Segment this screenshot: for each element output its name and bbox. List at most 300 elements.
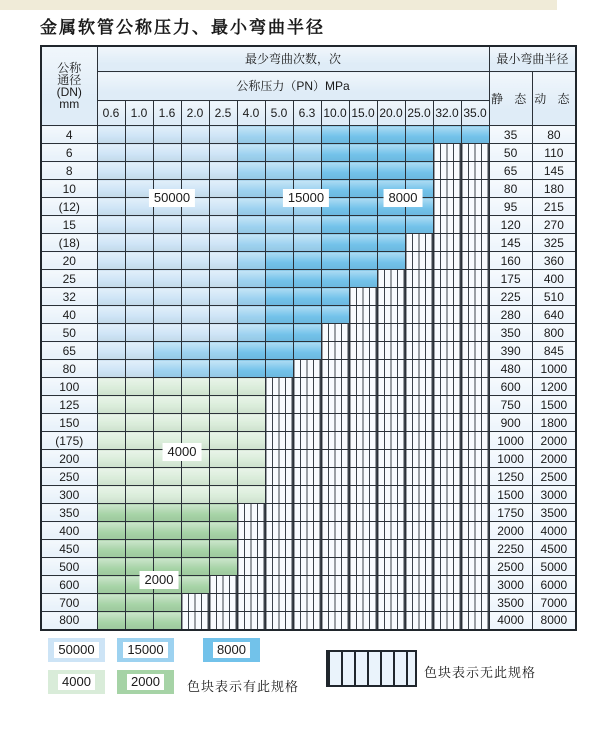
no-spec-hatch-cell — [461, 270, 489, 288]
spec-cell — [153, 612, 181, 630]
spec-cell — [405, 180, 433, 198]
spec-cell — [97, 576, 125, 594]
static-radius-cell: 480 — [489, 360, 532, 378]
spec-cell — [97, 144, 125, 162]
legend-swatch-50000 — [48, 638, 105, 662]
static-radius-cell: 3000 — [489, 576, 532, 594]
no-spec-hatch-cell — [377, 270, 405, 288]
dn-cell: 6 — [41, 144, 97, 162]
dn-cell: 40 — [41, 306, 97, 324]
spec-cell — [181, 216, 209, 234]
spec-cell — [97, 270, 125, 288]
spec-cell — [349, 234, 377, 252]
no-spec-hatch-cell — [461, 378, 489, 396]
no-spec-hatch-cell — [321, 432, 349, 450]
spec-cell — [153, 252, 181, 270]
dynamic-radius-cell: 2000 — [532, 432, 576, 450]
spec-cell — [97, 414, 125, 432]
no-spec-hatch-cell — [461, 558, 489, 576]
no-spec-hatch-cell — [377, 540, 405, 558]
no-spec-hatch-cell — [349, 378, 377, 396]
spec-cell — [209, 342, 237, 360]
no-spec-hatch-cell — [265, 414, 293, 432]
spec-table-wrap — [40, 45, 575, 631]
no-spec-hatch-cell — [293, 504, 321, 522]
table-row — [41, 198, 576, 216]
no-spec-hatch-cell — [265, 522, 293, 540]
table-row — [41, 522, 576, 540]
spec-cell — [153, 198, 181, 216]
spec-cell — [209, 540, 237, 558]
no-spec-hatch-cell — [321, 342, 349, 360]
no-spec-hatch-cell — [349, 576, 377, 594]
spec-cell — [125, 180, 153, 198]
dn-cell: 400 — [41, 522, 97, 540]
spec-cell — [181, 414, 209, 432]
spec-cell — [125, 504, 153, 522]
spec-cell — [153, 486, 181, 504]
spec-cell — [293, 162, 321, 180]
no-spec-hatch-cell — [405, 306, 433, 324]
no-spec-hatch-cell — [433, 216, 461, 234]
spec-cell — [265, 126, 293, 144]
legend-swatch-4000 — [48, 670, 105, 694]
no-spec-hatch-cell — [293, 450, 321, 468]
spec-cell — [237, 198, 265, 216]
table-row — [41, 594, 576, 612]
spec-cell — [153, 558, 181, 576]
no-spec-hatch-cell — [461, 144, 489, 162]
legend-swatch-label: 15000 — [123, 642, 167, 658]
spec-cell — [237, 486, 265, 504]
dn-cell: 450 — [41, 540, 97, 558]
spec-cell — [209, 144, 237, 162]
spec-cell — [321, 180, 349, 198]
spec-table — [40, 45, 577, 631]
legend-swatch-8000 — [203, 638, 260, 662]
spec-cell — [433, 126, 461, 144]
spec-cell — [125, 378, 153, 396]
dn-cell: 8 — [41, 162, 97, 180]
no-spec-hatch-cell — [433, 162, 461, 180]
spec-cell — [153, 522, 181, 540]
static-radius-cell: 3500 — [489, 594, 532, 612]
table-row — [41, 180, 576, 198]
legend-swatch-15000 — [117, 638, 174, 662]
static-radius-cell: 750 — [489, 396, 532, 414]
spec-cell — [377, 198, 405, 216]
spec-cell — [209, 468, 237, 486]
no-spec-hatch-cell — [405, 522, 433, 540]
no-spec-hatch-cell — [181, 594, 209, 612]
dn-cell: 600 — [41, 576, 97, 594]
spec-cell — [265, 162, 293, 180]
spec-cell — [125, 414, 153, 432]
dn-header-line: (DN) — [56, 85, 82, 99]
static-radius-cell: 390 — [489, 342, 532, 360]
static-radius-cell: 350 — [489, 324, 532, 342]
no-spec-hatch-cell — [265, 468, 293, 486]
spec-cell — [125, 270, 153, 288]
no-spec-hatch-cell — [405, 594, 433, 612]
no-spec-hatch-cell — [405, 504, 433, 522]
legend-has-spec-note: 色块表示有此规格 — [187, 679, 300, 694]
table-row — [41, 576, 576, 594]
table-row — [41, 468, 576, 486]
dn-cell: 300 — [41, 486, 97, 504]
table-row — [41, 252, 576, 270]
dn-cell: 15 — [41, 216, 97, 234]
spec-cell — [181, 144, 209, 162]
no-spec-hatch-cell — [265, 378, 293, 396]
spec-cell — [293, 252, 321, 270]
dynamic-radius-cell: 270 — [532, 216, 576, 234]
spec-cell — [209, 198, 237, 216]
spec-cell — [125, 468, 153, 486]
spec-cell — [97, 396, 125, 414]
no-spec-hatch-cell — [265, 432, 293, 450]
no-spec-hatch-cell — [377, 288, 405, 306]
pressure-value-header: 6.3 — [293, 101, 321, 126]
static-radius-cell: 280 — [489, 306, 532, 324]
spec-cell — [209, 180, 237, 198]
spec-cell — [293, 126, 321, 144]
no-spec-hatch-cell — [321, 486, 349, 504]
no-spec-hatch-cell — [349, 414, 377, 432]
dynamic-radius-cell: 1200 — [532, 378, 576, 396]
spec-cell — [125, 396, 153, 414]
dynamic-radius-cell: 7000 — [532, 594, 576, 612]
spec-cell — [97, 252, 125, 270]
spec-cell — [265, 288, 293, 306]
no-spec-hatch-cell — [349, 612, 377, 630]
no-spec-hatch-cell — [405, 252, 433, 270]
no-spec-hatch-cell — [461, 432, 489, 450]
pressure-value-header: 35.0 — [461, 101, 489, 126]
dynamic-radius-cell: 3000 — [532, 486, 576, 504]
no-spec-hatch-cell — [405, 486, 433, 504]
spec-cell — [237, 342, 265, 360]
table-row — [41, 324, 576, 342]
spec-cell — [237, 468, 265, 486]
spec-cell — [97, 612, 125, 630]
spec-cell — [209, 396, 237, 414]
no-spec-hatch-cell — [461, 234, 489, 252]
dynamic-radius-cell: 4500 — [532, 540, 576, 558]
dynamic-radius-cell: 360 — [532, 252, 576, 270]
table-row — [41, 144, 576, 162]
spec-cell — [153, 234, 181, 252]
no-spec-hatch-cell — [433, 270, 461, 288]
static-radius-cell: 120 — [489, 216, 532, 234]
dn-cell: 150 — [41, 414, 97, 432]
dynamic-radius-cell: 845 — [532, 342, 576, 360]
spec-cell — [181, 180, 209, 198]
legend-swatch-label: 2000 — [127, 674, 164, 690]
no-spec-hatch-cell — [377, 558, 405, 576]
no-spec-hatch-cell — [209, 594, 237, 612]
spec-cell — [237, 288, 265, 306]
spec-cell — [181, 396, 209, 414]
no-spec-hatch-cell — [405, 432, 433, 450]
spec-cell — [97, 288, 125, 306]
page-title: 金属软管公称压力、最小弯曲半径 — [40, 18, 325, 38]
static-radius-cell: 2250 — [489, 540, 532, 558]
no-spec-hatch-cell — [433, 324, 461, 342]
spec-cell — [153, 324, 181, 342]
bend-cycles-header: 最少弯曲次数，次 — [97, 46, 489, 72]
dn-cell: 125 — [41, 396, 97, 414]
spec-cell — [181, 504, 209, 522]
spec-cell — [181, 234, 209, 252]
table-row — [41, 378, 576, 396]
no-spec-hatch-cell — [349, 360, 377, 378]
no-spec-hatch-cell — [433, 504, 461, 522]
spec-cell — [265, 216, 293, 234]
no-spec-hatch-cell — [321, 540, 349, 558]
spec-cell — [405, 162, 433, 180]
spec-cell — [125, 252, 153, 270]
spec-cell — [321, 216, 349, 234]
pressure-value-header: 2.0 — [181, 101, 209, 126]
legend-hatch-swatch — [326, 650, 417, 687]
spec-cell — [97, 378, 125, 396]
spec-cell — [125, 432, 153, 450]
no-spec-hatch-cell — [433, 360, 461, 378]
spec-cell — [97, 486, 125, 504]
dynamic-radius-cell: 1000 — [532, 360, 576, 378]
spec-cell — [321, 144, 349, 162]
dynamic-radius-cell: 180 — [532, 180, 576, 198]
spec-cell — [461, 126, 489, 144]
table-row — [41, 306, 576, 324]
dn-cell: 500 — [41, 558, 97, 576]
dn-cell: 100 — [41, 378, 97, 396]
spec-cell — [153, 468, 181, 486]
dynamic-radius-cell: 1500 — [532, 396, 576, 414]
no-spec-hatch-cell — [461, 306, 489, 324]
no-spec-hatch-cell — [265, 396, 293, 414]
spec-cell — [265, 306, 293, 324]
spec-cell — [97, 342, 125, 360]
spec-cell — [181, 270, 209, 288]
spec-cell — [153, 180, 181, 198]
static-radius-cell: 4000 — [489, 612, 532, 630]
table-row — [41, 450, 576, 468]
no-spec-hatch-cell — [405, 414, 433, 432]
pressure-value-header: 2.5 — [209, 101, 237, 126]
spec-cell — [97, 558, 125, 576]
no-spec-hatch-cell — [433, 252, 461, 270]
spec-cell — [125, 594, 153, 612]
no-spec-hatch-cell — [377, 576, 405, 594]
table-body — [41, 126, 576, 630]
spec-cell — [293, 270, 321, 288]
spec-cell — [237, 162, 265, 180]
spec-cell — [209, 234, 237, 252]
static-radius-cell: 160 — [489, 252, 532, 270]
legend-swatch-label: 8000 — [213, 642, 250, 658]
min-radius-header: 最小弯曲半径 — [489, 46, 576, 72]
no-spec-hatch-cell — [377, 306, 405, 324]
spec-cell — [321, 198, 349, 216]
no-spec-hatch-cell — [433, 198, 461, 216]
no-spec-hatch-cell — [433, 468, 461, 486]
no-spec-hatch-cell — [349, 468, 377, 486]
spec-cell — [349, 126, 377, 144]
no-spec-hatch-cell — [461, 180, 489, 198]
dynamic-radius-cell: 4000 — [532, 522, 576, 540]
no-spec-hatch-cell — [377, 504, 405, 522]
dynamic-radius-cell: 5000 — [532, 558, 576, 576]
table-row — [41, 360, 576, 378]
no-spec-hatch-cell — [349, 594, 377, 612]
spec-cell — [237, 234, 265, 252]
pressure-value-header: 15.0 — [349, 101, 377, 126]
spec-cell — [293, 342, 321, 360]
no-spec-hatch-cell — [349, 504, 377, 522]
static-radius-cell: 600 — [489, 378, 532, 396]
no-spec-hatch-cell — [349, 396, 377, 414]
spec-cell — [125, 234, 153, 252]
spec-cell — [321, 306, 349, 324]
dn-cell: 350 — [41, 504, 97, 522]
no-spec-hatch-cell — [433, 558, 461, 576]
spec-cell — [97, 468, 125, 486]
no-spec-hatch-cell — [265, 504, 293, 522]
legend-swatch-2000 — [117, 670, 174, 694]
no-spec-hatch-cell — [433, 594, 461, 612]
no-spec-hatch-cell — [349, 558, 377, 576]
static-radius-cell: 95 — [489, 198, 532, 216]
spec-cell — [209, 378, 237, 396]
spec-cell — [265, 360, 293, 378]
spec-cell — [349, 270, 377, 288]
no-spec-hatch-cell — [433, 288, 461, 306]
dn-cell: 50 — [41, 324, 97, 342]
table-row — [41, 216, 576, 234]
spec-cell — [405, 126, 433, 144]
dynamic-radius-cell: 1800 — [532, 414, 576, 432]
spec-cell — [181, 252, 209, 270]
no-spec-hatch-cell — [377, 522, 405, 540]
spec-cell — [153, 216, 181, 234]
dn-cell: (18) — [41, 234, 97, 252]
no-spec-hatch-cell — [293, 612, 321, 630]
no-spec-hatch-cell — [265, 450, 293, 468]
no-spec-hatch-cell — [461, 504, 489, 522]
pressure-value-header: 20.0 — [377, 101, 405, 126]
spec-cell — [237, 252, 265, 270]
no-spec-hatch-cell — [433, 612, 461, 630]
dynamic-radius-cell: 215 — [532, 198, 576, 216]
pressure-value-header: 32.0 — [433, 101, 461, 126]
table-row — [41, 432, 576, 450]
spec-cell — [125, 540, 153, 558]
dn-cell: 250 — [41, 468, 97, 486]
no-spec-hatch-cell — [405, 396, 433, 414]
no-spec-hatch-cell — [433, 378, 461, 396]
no-spec-hatch-cell — [237, 504, 265, 522]
pressure-value-header: 0.6 — [97, 101, 125, 126]
static-radius-cell: 2000 — [489, 522, 532, 540]
no-spec-hatch-cell — [377, 450, 405, 468]
no-spec-hatch-cell — [209, 576, 237, 594]
dn-cell: 800 — [41, 612, 97, 630]
no-spec-hatch-cell — [265, 540, 293, 558]
spec-cell — [265, 234, 293, 252]
spec-cell — [349, 162, 377, 180]
no-spec-hatch-cell — [349, 522, 377, 540]
spec-cell — [237, 180, 265, 198]
spec-cell — [265, 198, 293, 216]
no-spec-hatch-cell — [405, 288, 433, 306]
table-row — [41, 504, 576, 522]
no-spec-hatch-cell — [293, 594, 321, 612]
spec-cell — [153, 576, 181, 594]
no-spec-hatch-cell — [349, 306, 377, 324]
table-row — [41, 612, 576, 630]
spec-cell — [125, 486, 153, 504]
spec-cell — [181, 450, 209, 468]
spec-cell — [293, 180, 321, 198]
dn-cell: 25 — [41, 270, 97, 288]
static-radius-cell: 1750 — [489, 504, 532, 522]
static-radius-cell: 65 — [489, 162, 532, 180]
no-spec-hatch-cell — [377, 324, 405, 342]
no-spec-hatch-cell — [461, 342, 489, 360]
no-spec-hatch-cell — [461, 252, 489, 270]
no-spec-hatch-cell — [321, 360, 349, 378]
no-spec-hatch-cell — [293, 414, 321, 432]
spec-cell — [97, 306, 125, 324]
dynamic-radius-cell: 400 — [532, 270, 576, 288]
spec-cell — [125, 450, 153, 468]
static-radius-cell: 145 — [489, 234, 532, 252]
no-spec-hatch-cell — [433, 180, 461, 198]
spec-cell — [181, 378, 209, 396]
no-spec-hatch-cell — [293, 360, 321, 378]
spec-cell — [209, 522, 237, 540]
no-spec-hatch-cell — [321, 522, 349, 540]
spec-cell — [293, 198, 321, 216]
spec-cell — [293, 234, 321, 252]
spec-cell — [153, 378, 181, 396]
legend-no-spec-note: 色块表示无此规格 — [424, 665, 537, 680]
spec-cell — [125, 144, 153, 162]
spec-cell — [237, 396, 265, 414]
cycle-count-label: 2000 — [140, 571, 179, 589]
spec-cell — [237, 378, 265, 396]
spec-cell — [405, 198, 433, 216]
no-spec-hatch-cell — [405, 360, 433, 378]
static-radius-cell: 1250 — [489, 468, 532, 486]
spec-cell — [125, 342, 153, 360]
spec-cell — [153, 594, 181, 612]
spec-cell — [265, 324, 293, 342]
spec-cell — [181, 306, 209, 324]
spec-cell — [293, 288, 321, 306]
no-spec-hatch-cell — [405, 342, 433, 360]
spec-cell — [237, 216, 265, 234]
no-spec-hatch-cell — [461, 216, 489, 234]
spec-cell — [125, 324, 153, 342]
no-spec-hatch-cell — [405, 558, 433, 576]
spec-cell — [125, 288, 153, 306]
no-spec-hatch-cell — [237, 576, 265, 594]
spec-cell — [209, 486, 237, 504]
dn-cell: 200 — [41, 450, 97, 468]
